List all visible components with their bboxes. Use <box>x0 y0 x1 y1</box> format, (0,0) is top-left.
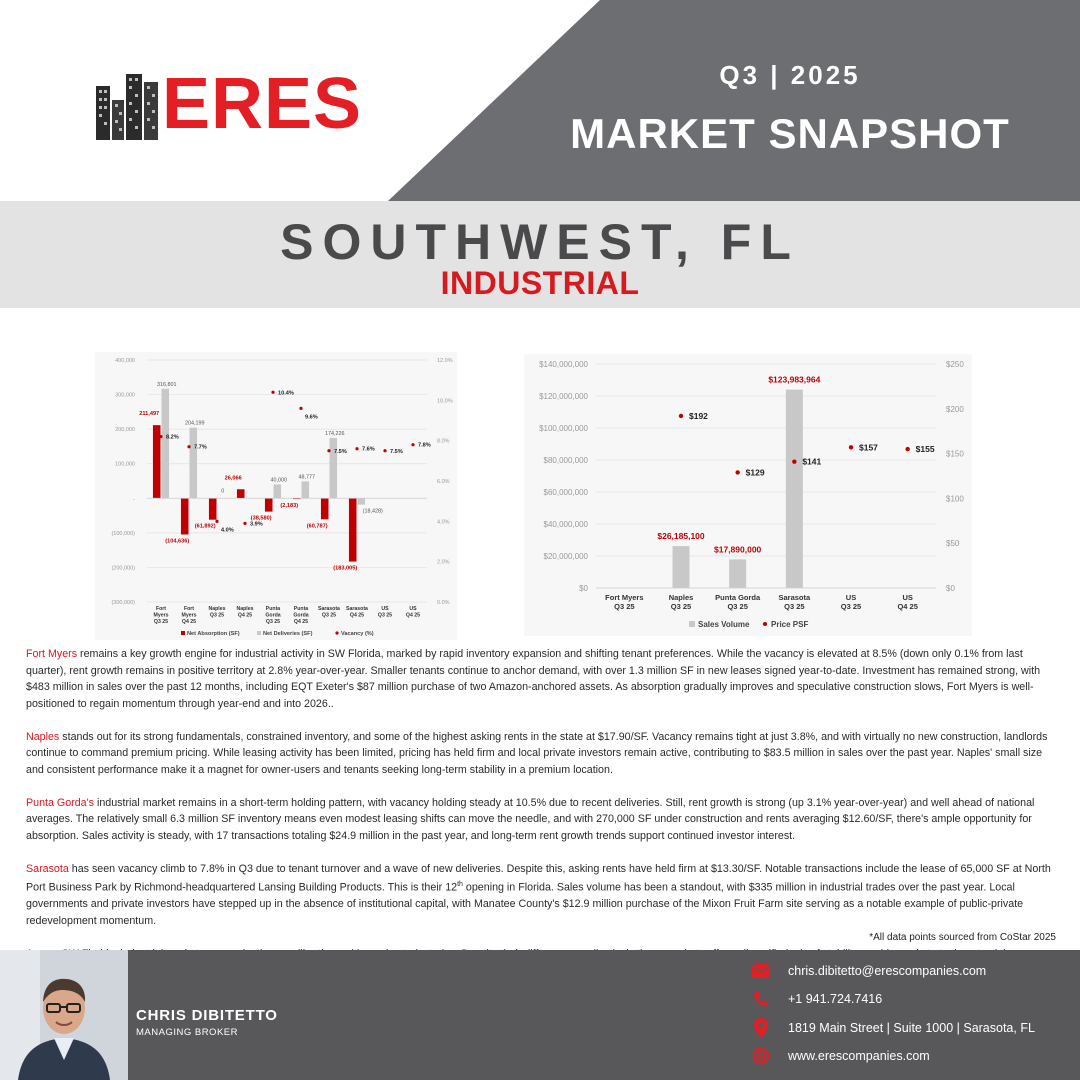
legend-marker <box>181 631 185 635</box>
y-tick-label: $80,000,000 <box>543 456 588 465</box>
chart-svg-left <box>95 352 457 640</box>
y2-tick-label: $150 <box>946 449 964 459</box>
y-tick-label: 100,000 <box>115 461 135 468</box>
category-label: Q3 25 <box>153 619 169 625</box>
sales-volume-label: $26,185,100 <box>657 531 705 542</box>
category-label: US <box>845 593 857 602</box>
y2-tick-label: 4.0% <box>437 519 450 526</box>
category-label: Q3 25 <box>784 602 805 611</box>
vacancy-label: 7.5% <box>334 448 347 455</box>
vacancy-point <box>243 522 246 525</box>
vacancy-label: 7.6% <box>362 446 375 453</box>
city-label-naples: Naples <box>26 730 60 743</box>
website-link[interactable]: www.erescompanies.com <box>788 1049 930 1063</box>
report-quarter: Q3 | 2025 <box>719 60 861 90</box>
category-label: Punta <box>293 606 309 612</box>
deliveries-label: (18,428) <box>362 508 383 515</box>
absorption-label: (2,183) <box>280 503 299 510</box>
category-label: Myers <box>153 612 169 619</box>
legend-label: Net Deliveries (SF) <box>263 631 313 637</box>
y-tick-label: $0 <box>579 584 588 593</box>
vacancy-label: 7.8% <box>418 442 431 449</box>
category-label: US <box>902 593 913 602</box>
vacancy-label: 8.2% <box>166 434 179 441</box>
category-label: Naples <box>236 606 254 612</box>
y-tick-label: $60,000,000 <box>543 488 588 497</box>
price-psf-label: $192 <box>689 410 708 421</box>
category-label: Q4 25 <box>293 619 309 625</box>
city-label-sarasota: Sarasota <box>26 862 69 875</box>
vacancy-point <box>383 449 386 452</box>
price-psf-label: $155 <box>915 444 935 455</box>
category-label: Q3 25 <box>377 612 393 619</box>
sarasota-paragraph <box>26 861 1056 930</box>
absorption-bar <box>153 425 161 498</box>
naples-paragraph <box>26 729 1056 779</box>
price-psf-label: $157 <box>859 442 878 453</box>
y-tick-label: 300,000 <box>115 392 135 399</box>
deliveries-label: 0 <box>221 488 225 495</box>
contact-address-row[interactable] <box>752 1018 1035 1038</box>
y-tick-label: - <box>133 496 135 503</box>
category-label: Q3 25 <box>321 612 337 619</box>
absorption-bar <box>265 498 273 511</box>
vacancy-label: 10.4% <box>278 390 294 397</box>
y2-tick-label: 6.0% <box>437 479 450 485</box>
email-link[interactable]: chris.dibitetto@erescompanies.com <box>788 964 987 978</box>
agent-title: MANAGING BROKER <box>136 1027 238 1038</box>
phone-link[interactable]: +1 941.724.7416 <box>788 992 883 1006</box>
y-tick-label: (200,000) <box>111 565 135 572</box>
deliveries-bar <box>330 438 338 498</box>
deliveries-bar <box>274 484 282 498</box>
category-label: Sarasota <box>778 593 811 602</box>
category-label: Punta <box>265 606 281 612</box>
absorption-bar <box>237 489 245 498</box>
category-label: Sarasota <box>318 606 340 612</box>
category-label: Q3 25 <box>265 619 281 625</box>
vacancy-label: 9.6% <box>305 414 318 421</box>
category-label: Q4 25 <box>897 602 918 611</box>
legend-marker <box>257 631 261 635</box>
y2-tick-label: $250 <box>946 360 964 369</box>
category-label: Q3 25 <box>614 602 635 611</box>
headshot-image <box>0 950 128 1080</box>
vacancy-point <box>299 407 302 410</box>
category-label: Fort <box>155 606 167 612</box>
category-label: Q4 25 <box>405 612 421 619</box>
eres-logo <box>96 64 363 144</box>
agent-photo <box>0 950 128 1080</box>
price-psf-point <box>735 470 739 474</box>
vacancy-point <box>327 449 330 452</box>
category-label: Q3 25 <box>727 602 748 611</box>
y-tick-label: (100,000) <box>111 530 135 537</box>
absorption-bar <box>181 498 189 534</box>
y2-tick-label: $50 <box>946 539 960 549</box>
paragraph-text: remains a key growth engine for industrial activity in SW Florida, marked by rapid inventory expansion and shifting tenant preferences. While the vacancy is elevated at 8.5% (down only 0.1% from last quarter), rent growth remains in positive territory at 2.8% year-over-year. Smaller tenants continue to anchor demand, with over 1.3 million SF in new leases signed year-to-date. Investment has remained strong, with $483 million in sales over the past 12 months, including EQT Exeter's $87 million purchase of two Amazon-anchored assets. As absorption gradually improves and speculative construction slows, Fort Myers is well-positioned to regain momentum through year-end and into 2026.. <box>26 648 1041 710</box>
vacancy-point <box>215 520 218 523</box>
vacancy-point <box>411 443 414 446</box>
vacancy-point <box>355 447 358 450</box>
absorption-label: (104,636) <box>165 538 190 545</box>
sales-volume-bar <box>786 390 803 588</box>
ordinal-suffix: th <box>457 881 463 888</box>
y-tick-label: $120,000,000 <box>539 392 588 401</box>
category-label: US <box>381 606 389 612</box>
globe-icon <box>752 1047 770 1065</box>
price-psf-point <box>679 414 683 418</box>
category-label: Gorda <box>293 612 309 619</box>
paragraph-text: opening in Florida. Sales volume has been a standout, with $335 million in industrial trades over the past year. Local governments and private investors have stepped up in the absence of institutional capital, with Manatee County's $12.9 million purchase of the Mixon Fruit Farm site serving as a notable example of public-private redevelopment momentum. <box>26 881 1024 927</box>
city-label-fort-myers: Fort Myers <box>26 648 78 660</box>
category-label: Q4 25 <box>181 619 197 625</box>
price-psf-point <box>792 459 796 463</box>
vacancy-point <box>159 435 162 438</box>
legend-label: Price PSF <box>771 620 809 629</box>
sales-volume-bar <box>729 559 746 588</box>
region-title: SOUTHWEST, FL <box>280 214 800 270</box>
price-psf-point <box>849 445 853 449</box>
category-label: Q3 25 <box>840 602 862 611</box>
fort-myers-paragraph <box>26 646 1056 712</box>
legend-label: Net Absorption (SF) <box>187 631 240 637</box>
deliveries-label: 48,777 <box>298 474 316 481</box>
paragraph-text: industrial market remains in a short-term holding pattern, with vacancy holding steady at 10.5% due to recent deliveries. Still, rent growth is strong (up 3.1% year-over-year) and well ahead of national averages. The relatively small 6.3 million SF inventory means even modest leasing shifts can move the needle, and with 270,000 SF under construction and rents averaging $12.60/SF, there's ample opportunity for absorption. Sales activity is steady, with 17 transactions totaling $24.9 million in the past year, and long-term rent growth trends support continued investor interest. <box>26 796 1035 842</box>
category-label: Gorda <box>265 612 281 619</box>
deliveries-bar <box>358 498 366 504</box>
category-label: Myers <box>181 612 197 619</box>
location-pin-icon <box>752 1019 770 1037</box>
legend-label: Sales Volume <box>698 620 750 629</box>
y2-tick-label: 8.0% <box>437 438 450 445</box>
paragraph-text: stands out for its strong fundamentals, constrained inventory, and some of the highest asking rents in the state at $17.90/SF. Vacancy remains tight at just 3.8%, and with virtually no new construction, landlords continue to command premium pricing. While leasing activity has been limited, pricing has held firm and local private investors remain active, contributing to $83.5 million in sales over the past year. Naples' small size and consistent performance make it a magnet for owner-users and tenants seeking long-term stability in a premium location. <box>26 730 1048 776</box>
y2-tick-label: $100 <box>946 494 964 504</box>
y-tick-label: 400,000 <box>115 358 135 364</box>
y-tick-label: $100,000,000 <box>539 424 588 433</box>
vacancy-label: 7.7% <box>194 444 207 451</box>
category-label: Fort <box>183 606 195 612</box>
vacancy-point <box>271 391 274 394</box>
punta-gorda-paragraph <box>26 795 1056 845</box>
price-psf-point <box>905 447 909 451</box>
y2-tick-label: $0 <box>946 584 955 593</box>
agent-name: CHRIS DIBITETTO <box>136 1007 278 1024</box>
market-commentary <box>26 646 1056 979</box>
absorption-label: 211,497 <box>139 411 160 418</box>
paragraph-text: has seen vacancy climb to 7.8% in Q3 due to tenant turnover and a wave of new deliveries. Despite this, asking rents have held firm at $13.30/SF. Notable transactions include the lease of 65,000 SF at North Port Business Park by Richmond-headquartered Lansing Building Products. This is their 12 <box>26 862 1051 894</box>
sales-volume-label: $123,983,964 <box>768 374 821 385</box>
contact-email-row[interactable] <box>752 961 986 981</box>
category-label: Sarasota <box>346 606 368 612</box>
phone-icon <box>752 990 770 1008</box>
email-icon <box>752 962 770 980</box>
vacancy-label: 7.5% <box>390 448 403 455</box>
category-label: Q3 25 <box>209 612 225 619</box>
legend-label: Vacancy (%) <box>341 631 374 637</box>
y2-tick-label: 0.0% <box>437 600 450 606</box>
category-label: Q4 25 <box>349 612 365 619</box>
category-label: Q4 25 <box>237 612 253 619</box>
deliveries-bar <box>302 481 310 498</box>
absorption-bar <box>321 498 329 519</box>
category-label: Q3 25 <box>670 602 692 611</box>
absorption-bar <box>349 498 357 561</box>
contact-website-row[interactable] <box>752 1046 930 1066</box>
sales-volume-price-chart <box>524 354 972 636</box>
source-note: *All data points sourced from CoStar 2025 <box>869 932 1056 943</box>
y2-tick-label: 10.0% <box>437 398 453 405</box>
price-psf-label: $141 <box>802 456 822 467</box>
chart-svg-right <box>524 354 972 636</box>
absorption-label: (61,892) <box>194 523 216 530</box>
deliveries-label: 204,199 <box>185 420 205 427</box>
absorption-label: (38,580) <box>250 515 272 522</box>
category-label: Naples <box>208 606 226 612</box>
report-title: MARKET SNAPSHOT <box>570 110 1010 157</box>
y2-tick-label: 12.0% <box>437 358 453 364</box>
vacancy-label: 3.9% <box>250 521 263 528</box>
city-label-punta-gorda: Punta Gorda's <box>26 796 94 809</box>
skyline-icon <box>96 74 158 140</box>
legend-marker <box>763 622 767 626</box>
legend-marker <box>689 621 695 627</box>
header <box>0 0 1080 201</box>
address-text[interactable]: 1819 Main Street | Suite 1000 | Sarasota, FL <box>788 1021 1035 1035</box>
vacancy-point <box>187 445 190 448</box>
y-tick-label: (300,000) <box>111 600 135 606</box>
category-label: Punta Gorda <box>715 593 761 602</box>
sales-volume-bar <box>673 546 690 588</box>
deliveries-bar <box>162 389 170 499</box>
legend-marker <box>335 631 338 634</box>
deliveries-label: 316,801 <box>157 381 177 388</box>
sales-volume-label: $17,890,000 <box>714 544 762 555</box>
y2-tick-label: $200 <box>946 404 964 414</box>
y-tick-label: $140,000,000 <box>539 360 588 369</box>
category-label: US <box>409 606 417 612</box>
deliveries-label: 40,000 <box>270 477 288 484</box>
absorption-bar <box>209 498 217 519</box>
absorption-deliveries-vacancy-chart <box>95 352 457 640</box>
vacancy-label: 4.0% <box>221 527 234 534</box>
absorption-label: 26,066 <box>224 475 242 482</box>
deliveries-bar <box>190 428 198 499</box>
category-label: Fort Myers <box>605 593 644 602</box>
deliveries-label: 174,226 <box>325 431 345 438</box>
contact-phone-row[interactable] <box>752 989 882 1009</box>
y-tick-label: $40,000,000 <box>543 520 588 529</box>
sector-subtitle: INDUSTRIAL <box>440 265 640 301</box>
absorption-label: (183,005) <box>333 565 358 572</box>
category-label: Naples <box>668 593 694 602</box>
absorption-label: (60,787) <box>306 523 328 530</box>
y-tick-label: $20,000,000 <box>543 552 588 561</box>
price-psf-label: $129 <box>745 467 765 478</box>
y-tick-label: 200,000 <box>115 427 135 434</box>
y2-tick-label: 2.0% <box>437 559 450 566</box>
logo-wordmark: ERES <box>162 64 363 144</box>
